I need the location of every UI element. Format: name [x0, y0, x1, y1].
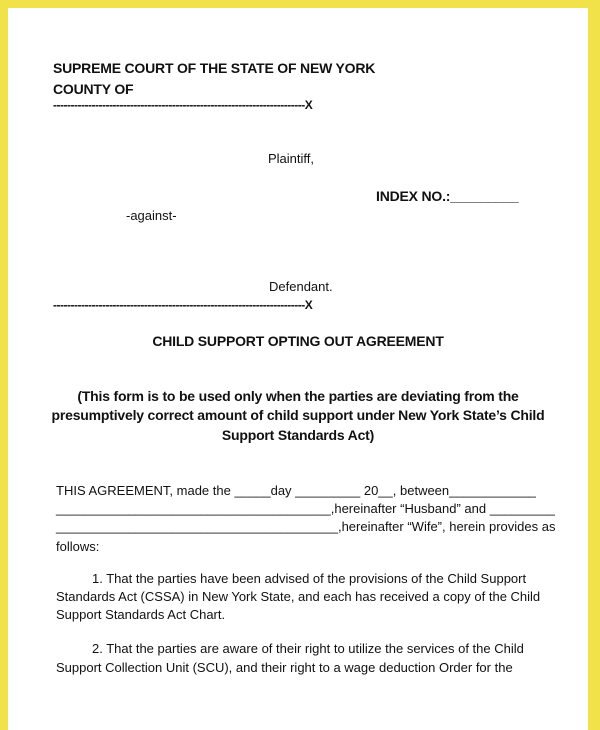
against-label: -against-: [126, 208, 177, 223]
caption-divider-bottom: ------------------------------------------------------------------------X: [53, 298, 313, 312]
plaintiff-label: Plaintiff,: [268, 151, 315, 166]
paragraph-2-line-2: Support Collection Unit (SCU), and their right to a wage deduction Order for the: [56, 660, 513, 675]
notice-line-1: (This form is to be used only when the parties are deviating from the: [77, 388, 519, 404]
agreement-line-3: _______________________________________,hereinafter “Wife”, herein provides as: [56, 519, 556, 534]
agreement-line-4: follows:: [56, 539, 100, 554]
paragraph-1-line-2: Standards Act (CSSA) in New York State, and each has received a copy of the Child: [56, 589, 541, 604]
paragraph-1-line-3: Support Standards Act Chart.: [56, 607, 226, 622]
county-line: COUNTY OF: [53, 81, 134, 97]
index-number-field: INDEX NO.:_________: [376, 188, 519, 204]
paragraph-2-line-1: 2. That the parties are aware of their right to utilize the services of the Child: [92, 641, 524, 656]
notice-line-2: presumptively correct amount of child support under New York State’s Child: [51, 407, 545, 423]
agreement-line-1: THIS AGREEMENT, made the _____day _________ 20__, between____________: [56, 483, 536, 498]
document-page: [8, 8, 588, 730]
caption-divider-top: ------------------------------------------------------------------------X: [53, 98, 313, 112]
notice-line-3: Support Standards Act): [221, 427, 375, 443]
agreement-line-2: ______________________________________,hereinafter “Husband” and _________: [56, 501, 555, 516]
paragraph-1-line-1: 1. That the parties have been advised of the provisions of the Child Support: [92, 571, 527, 586]
court-name: SUPREME COURT OF THE STATE OF NEW YORK: [53, 60, 376, 76]
defendant-label: Defendant.: [269, 279, 333, 294]
document-title: CHILD SUPPORT OPTING OUT AGREEMENT: [152, 333, 444, 349]
